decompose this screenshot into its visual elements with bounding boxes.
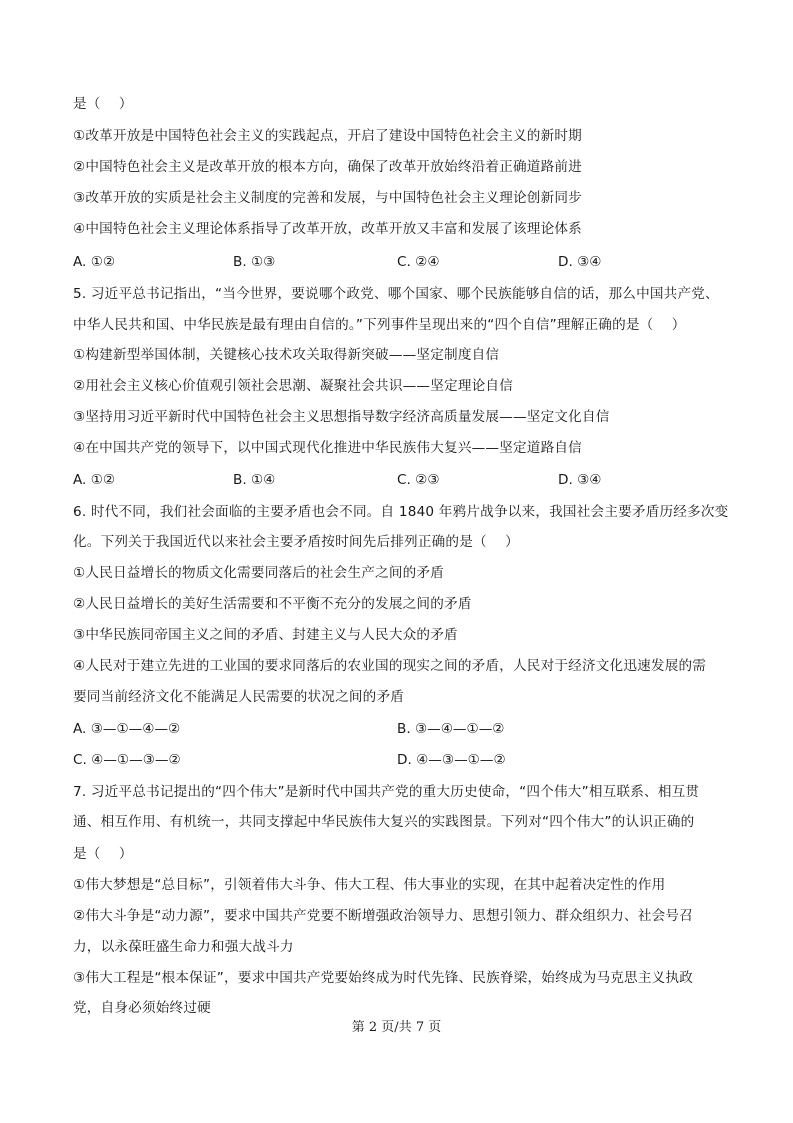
q6-option-c: C. ④—①—③—② <box>73 752 181 768</box>
q7-statement-2-line-2: 力，以永葆旺盛生命力和强大战斗力 <box>73 939 294 955</box>
q7-stem-line-1: 7. 习近平总书记提出的“四个伟大”是新时代中国共产党的重大历史使命，“四个伟大”相互联系、相互贯 <box>73 784 700 800</box>
q5-statement-4: ④在中国共产党的领导下，以中国式现代化推进中华民族伟大复兴——坚定道路自信 <box>73 440 582 456</box>
q6-statement-3: ③中华民族同帝国主义之间的矛盾、封建主义与人民大众的矛盾 <box>73 627 458 643</box>
q5-option-b: B. ①④ <box>233 472 276 488</box>
q5-statement-1: ①构建新型举国体制，关键核心技术攻关取得新突破——坚定制度自信 <box>73 347 500 363</box>
q5-stem-line-2: 中华人民共和国、中华民族是最有理由自信的。”下列事件呈现出来的“四个自信”理解正确的是（ ） <box>73 317 686 333</box>
q4-option-b: B. ①③ <box>233 254 276 270</box>
q6-statement-4-line-2: 要同当前经济文化不能满足人民需要的状况之间的矛盾 <box>73 689 405 705</box>
q4-statement-1: ①改革开放是中国特色社会主义的实践起点，开启了建设中国特色社会主义的新时期 <box>73 128 582 144</box>
q7-stem-line-3: 是（ ） <box>73 846 133 862</box>
q7-statement-2-line-1: ②伟大斗争是“动力源”，要求中国共产党要不断增强政治领导力、思想引领力、群众组织力、社会号召 <box>73 908 693 924</box>
q4-stem-tail: 是（ ） <box>73 96 133 112</box>
q6-option-d: D. ④—③—①—② <box>397 752 506 768</box>
q6-statement-2: ②人民日益增长的美好生活需要和不平衡不充分的发展之间的矛盾 <box>73 596 472 612</box>
q6-statement-4-line-1: ④人民对于建立先进的工业国的要求同落后的农业国的现实之间的矛盾，人民对于经济文化迅速发展的需 <box>73 658 707 674</box>
q7-stem-line-2: 通、相互作用、有机统一，共同支撑起中华民族伟大复兴的实践图景。下列对“四个伟大”的认识正确的 <box>73 814 695 830</box>
q5-option-d: D. ③④ <box>558 472 602 488</box>
q7-statement-3-line-1: ③伟大工程是“根本保证”，要求中国共产党要始终成为时代先锋、民族脊梁，始终成为马克思主义执政 <box>73 970 693 986</box>
q4-option-a: A. ①② <box>73 254 116 270</box>
q6-stem-line-2: 化。下列关于我国近代以来社会主要矛盾按时间先后排列正确的是（ ） <box>73 534 519 550</box>
page-number: 第 2 页/共 7 页 <box>351 1020 442 1035</box>
q4-statement-4: ④中国特色社会主义理论体系指导了改革开放，改革开放又丰富和发展了该理论体系 <box>73 221 582 237</box>
q6-option-b: B. ③—④—①—② <box>397 721 505 737</box>
q6-stem-line-1: 6. 时代不同，我们社会面临的主要矛盾也会不同。自 1840 年鸦片战争以来，我国社会主要矛盾历经多次变 <box>73 504 729 520</box>
q5-statement-2: ②用社会主义核心价值观引领社会思潮、凝聚社会共识——坚定理论自信 <box>73 378 513 394</box>
q4-option-c: C. ②④ <box>397 254 440 270</box>
q4-option-d: D. ③④ <box>558 254 602 270</box>
q4-statement-2: ②中国特色社会主义是改革开放的根本方向，确保了改革开放始终沿着正确道路前进 <box>73 159 582 175</box>
q5-option-a: A. ①② <box>73 472 116 488</box>
q6-statement-1: ①人民日益增长的物质文化需要同落后的社会生产之间的矛盾 <box>73 565 445 581</box>
q5-stem-line-1: 5. 习近平总书记指出，“当今世界，要说哪个政党、哪个国家、哪个民族能够自信的话，那么中国共产党、 <box>73 286 719 302</box>
q6-option-a: A. ③—①—④—② <box>73 721 181 737</box>
q5-option-c: C. ②③ <box>397 472 440 488</box>
q7-statement-1: ①伟大梦想是“总目标”，引领着伟大斗争、伟大工程、伟大事业的实现，在其中起着决定性的作用 <box>73 877 666 893</box>
q7-statement-3-line-2: 党，自身必须始终过硬 <box>73 1000 211 1016</box>
q4-statement-3: ③改革开放的实质是社会主义制度的完善和发展，与中国特色社会主义理论创新同步 <box>73 190 582 206</box>
q5-statement-3: ③坚持用习近平新时代中国特色社会主义思想指导数字经济高质量发展——坚定文化自信 <box>73 409 610 425</box>
